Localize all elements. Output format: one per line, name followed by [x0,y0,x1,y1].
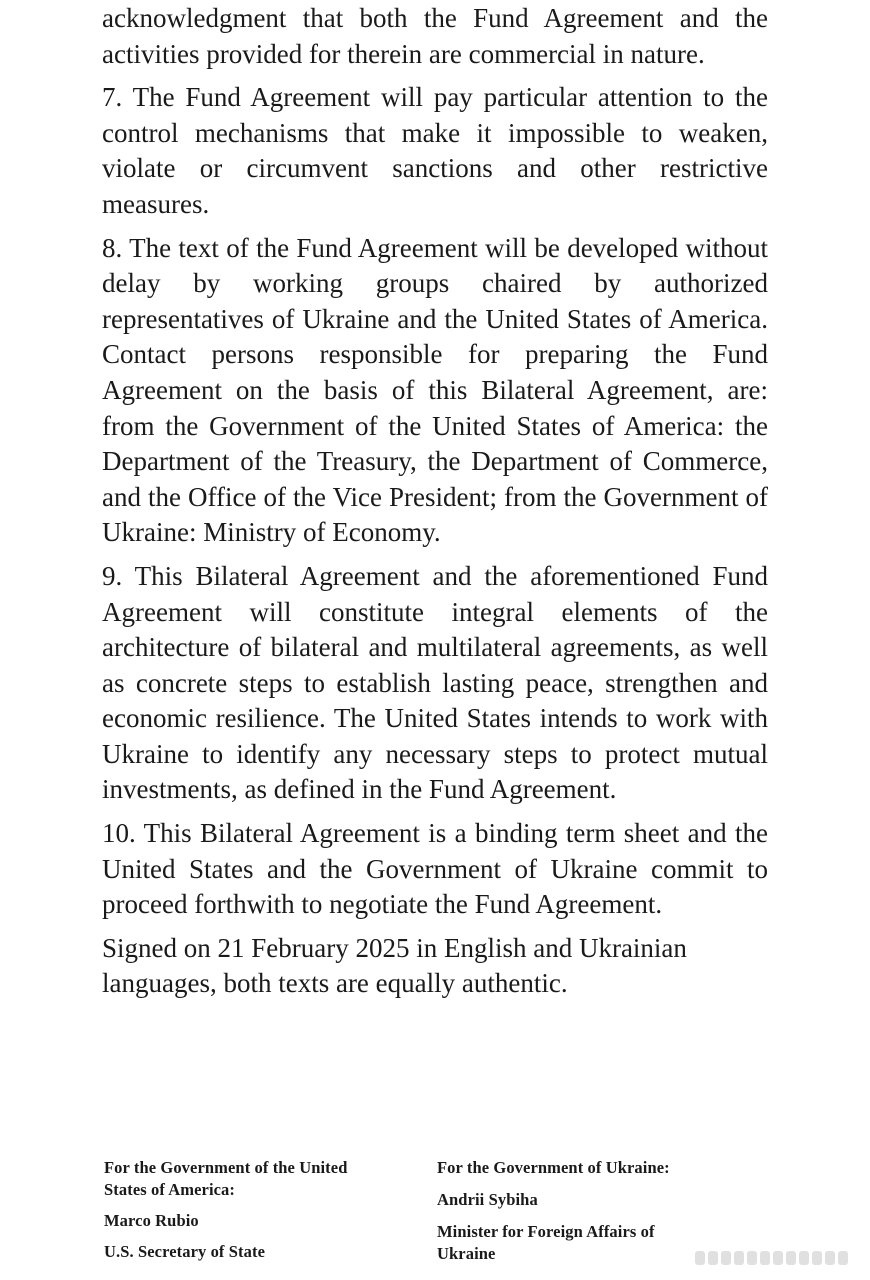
watermark-mark [838,1251,848,1265]
watermark-mark [799,1251,809,1265]
ukraine-title-line-1: Minister for Foreign Affairs of [437,1222,655,1241]
watermark-mark [812,1251,822,1265]
us-signatory-name: Marco Rubio [104,1211,199,1230]
paragraph-9: 9. This Bilateral Agreement and the aforementioned Fund Agreement will constitute integral elements of the architecture of bilateral and multilateral agreements, as well as concrete steps to establish lasting peace, strengthen and economic resilience. The United States intends to work with Ukraine to identify any necessary steps to protect mutual investments, as defined in the Fund Agreement. [102,560,768,805]
us-signatory-title: U.S. Secretary of State [104,1242,265,1261]
signing-statement-line-2: languages, both texts are equally authentic. [102,968,568,999]
ukraine-signatory-name: Andrii Sybiha [437,1190,538,1209]
watermark-mark [747,1251,757,1265]
watermark-mark [708,1251,718,1265]
watermark-mark [825,1251,835,1265]
paragraph-7: 7. The Fund Agreement will pay particular attention to the control mechanisms that make it impossible to weaken, violate or circumvent sanctions and other restrictive measures. [102,82,768,219]
watermark-logo [695,1248,860,1268]
ukraine-header: For the Government of Ukraine: [437,1158,670,1177]
signing-statement-line-1: Signed on 21 February 2025 in English and Ukrainian [102,932,687,963]
watermark-mark [721,1251,731,1265]
us-signature-block [104,1157,404,1263]
us-header-line-2: States of America: [104,1180,236,1199]
paragraph-10: 10. This Bilateral Agreement is a binding term sheet and the United States and the Government of Ukraine commit to proceed forthwith to negotiate the Fund Agreement. [102,818,768,920]
ukraine-title-line-2: Ukraine [437,1244,496,1263]
ukraine-signature-block [437,1157,737,1265]
watermark-mark [695,1251,705,1265]
paragraph-6-continuation: acknowledgment that both the Fund Agreement and the activities provided for therein are commercial in nature. [102,3,768,69]
paragraph-8: 8. The text of the Fund Agreement will be developed without delay by working groups chaired by authorized representatives of Ukraine and the United States of America. Contact persons responsible for preparing the Fund Agreement on the basis of this Bilateral Agreement, are: from the Government of the United States of America: the Department of the Treasury, the Department of Commerce, and the Office of the Vice President; from the Government of Ukraine: Ministry of Economy. [102,232,768,548]
watermark-mark [773,1251,783,1265]
watermark-mark [786,1251,796,1265]
signing-statement [102,931,768,1002]
watermark-mark [734,1251,744,1265]
watermark-mark [760,1251,770,1265]
agreement-body [102,0,768,1002]
us-header-line-1: For the Government of the United [104,1158,348,1177]
